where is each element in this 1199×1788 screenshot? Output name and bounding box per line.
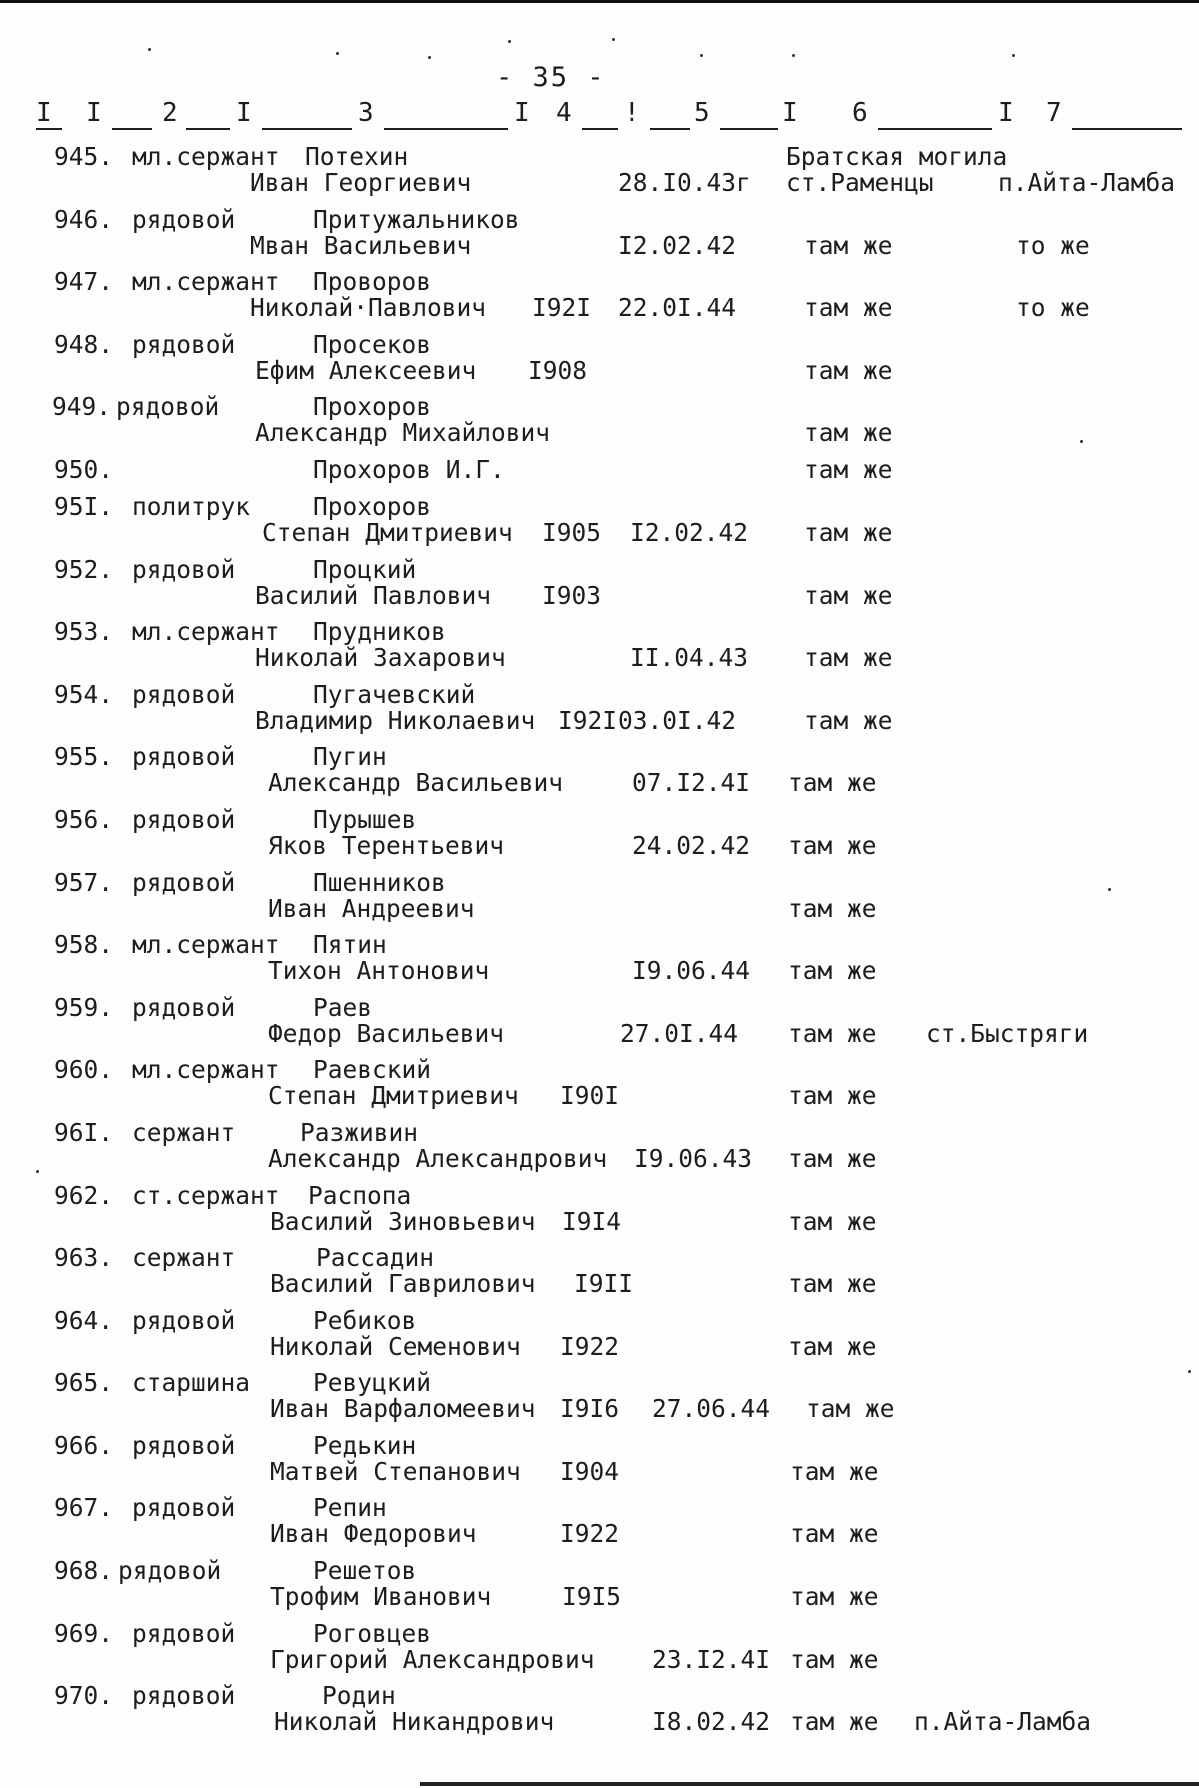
- rank: рядовой: [132, 1430, 236, 1460]
- list-item: [0, 993, 1199, 1056]
- rank: мл.сержант: [132, 142, 280, 171]
- surname: Прохоров И.Г.: [313, 454, 505, 484]
- given-names: Ефим Алексеевич: [255, 355, 477, 385]
- list-item: [0, 742, 1199, 805]
- list-item: [0, 267, 1199, 330]
- surname: Решетов: [313, 1556, 417, 1586]
- column-header-3: 3: [358, 98, 374, 128]
- list-item: [0, 1181, 1199, 1244]
- column-header-divider: I: [998, 98, 1014, 128]
- header-dash: [1072, 128, 1182, 130]
- rank: рядовой: [132, 742, 236, 772]
- rank: рядовой: [132, 804, 236, 834]
- given-names: Яков Терентьевич: [268, 830, 505, 860]
- burial-place: там же: [790, 1644, 879, 1674]
- scan-speck: [1080, 440, 1083, 443]
- burial-place: там же: [804, 517, 893, 547]
- entry-number: 948.: [54, 329, 114, 359]
- rank: рядовой: [132, 1493, 236, 1523]
- rank: сержант: [132, 1117, 236, 1147]
- birth-year: I9I5: [562, 1582, 622, 1612]
- rank: рядовой: [132, 1305, 236, 1335]
- surname: Пшенников: [313, 867, 446, 897]
- surname: Репин: [313, 1493, 387, 1523]
- header-dash: [720, 128, 778, 130]
- rank: мл.сержант: [132, 1055, 280, 1085]
- surname: Пугин: [313, 742, 387, 772]
- burial-place: там же: [788, 830, 877, 860]
- burial-place: ст.Раменцы: [786, 168, 934, 197]
- death-date: I9.06.43: [634, 1143, 753, 1173]
- list-item: [0, 492, 1199, 555]
- list-item: [0, 1556, 1199, 1619]
- list-item: [0, 1431, 1199, 1494]
- scan-speck: [148, 48, 151, 51]
- burial-place: там же: [806, 1394, 895, 1424]
- burial-place: там же: [788, 1018, 877, 1048]
- given-names: Александр Михайлович: [255, 418, 551, 448]
- death-date: 24.02.42: [632, 830, 751, 860]
- burial-place: там же: [788, 1206, 877, 1236]
- column-header-5: 5: [694, 98, 710, 128]
- header-dash: [582, 128, 618, 130]
- burial-place: там же: [804, 230, 893, 260]
- surname: Прудников: [313, 617, 446, 647]
- entry-number: 968.: [54, 1556, 114, 1586]
- entry-number: 945.: [54, 142, 114, 171]
- rank: рядовой: [132, 329, 236, 359]
- entry-number: 967.: [54, 1493, 114, 1523]
- place-header: Братская могила: [786, 142, 1008, 171]
- burial-place: там же: [788, 1143, 877, 1173]
- header-dash: [262, 128, 352, 130]
- entry-number: 947.: [54, 267, 114, 297]
- surname: Пятин: [313, 930, 387, 960]
- birth-year: I9I6: [560, 1394, 620, 1424]
- birth-year: I92I: [558, 705, 618, 735]
- birth-year: I90I: [560, 1081, 620, 1111]
- header-dash: [112, 128, 152, 130]
- given-names: Василий Гаврилович: [270, 1269, 536, 1299]
- given-names: Тихон Антонович: [268, 956, 490, 986]
- birth-year: I9II: [574, 1269, 634, 1299]
- burial-place: там же: [790, 1519, 879, 1549]
- scan-speck: [792, 54, 795, 57]
- burial-place: там же: [804, 418, 893, 448]
- entry-number: 952.: [54, 554, 114, 584]
- rank: рядовой: [132, 1618, 236, 1648]
- page-number: - 35 -: [496, 62, 606, 93]
- list-item: [0, 1118, 1199, 1181]
- scan-speck: [700, 54, 703, 57]
- scan-speck: [428, 56, 431, 59]
- column-header-divider: I: [236, 98, 252, 128]
- surname: Прохоров: [313, 392, 432, 422]
- entry-number: 963.: [54, 1243, 114, 1273]
- burial-place: там же: [790, 1582, 879, 1612]
- header-dash: [186, 128, 230, 130]
- burial-list: [0, 142, 1199, 1744]
- column-header-7: 7: [1046, 98, 1062, 128]
- burial-place: там же: [804, 643, 893, 673]
- death-date: I2.02.42: [630, 517, 749, 547]
- burial-place: там же: [788, 768, 877, 798]
- given-names: Григорий Александрович: [270, 1644, 595, 1674]
- given-names: Матвей Степанович: [270, 1456, 521, 1486]
- rank: старшина: [132, 1368, 251, 1398]
- column-header-row: [36, 98, 1186, 138]
- death-date: 28.I0.43г: [618, 168, 751, 197]
- scan-speck: [612, 38, 615, 41]
- entry-number: 955.: [54, 742, 114, 772]
- rank: мл.сержант: [132, 930, 280, 960]
- header-dash: [878, 128, 992, 130]
- header-dash: [384, 128, 508, 130]
- burial-place: там же: [788, 956, 877, 986]
- rank: политрук: [132, 491, 251, 521]
- burial-place: там же: [804, 454, 893, 484]
- given-names: Иван Федорович: [270, 1519, 477, 1549]
- death-date: II.04.43: [630, 643, 749, 673]
- list-item: [0, 930, 1199, 993]
- death-date: I8.02.42: [652, 1707, 771, 1737]
- column-header-divider: I: [36, 98, 52, 128]
- header-dash: [36, 128, 62, 130]
- death-date: 27.06.44: [652, 1394, 771, 1424]
- given-names: Николай Никандрович: [274, 1707, 555, 1737]
- given-names: Николай Семенович: [270, 1331, 521, 1361]
- entry-number: 965.: [54, 1368, 114, 1398]
- surname: Процкий: [313, 554, 417, 584]
- given-names: Василий Зиновьевич: [270, 1206, 536, 1236]
- entry-number: 953.: [54, 617, 114, 647]
- bottom-edge-line: [420, 1782, 1199, 1786]
- entry-number: 954.: [54, 679, 114, 709]
- scan-speck: [1012, 54, 1015, 57]
- rank: рядовой: [132, 992, 236, 1022]
- list-item: [0, 868, 1199, 931]
- column-header-divider: I: [86, 98, 102, 128]
- given-names: Василий Павлович: [255, 580, 492, 610]
- birth-year: I905: [542, 517, 602, 547]
- death-date: I2.02.42: [618, 230, 737, 260]
- list-item: [0, 1368, 1199, 1431]
- header-dash: [650, 128, 690, 130]
- entry-number: 966.: [54, 1430, 114, 1460]
- surname: Редькин: [313, 1430, 417, 1460]
- list-item: [0, 392, 1199, 455]
- entry-number: 95I.: [54, 491, 114, 521]
- given-names: Федор Васильевич: [268, 1018, 505, 1048]
- column-header-divider: I: [514, 98, 530, 128]
- birth-year: I922: [560, 1331, 620, 1361]
- burial-place: там же: [788, 1081, 877, 1111]
- entry-number: 949.: [52, 392, 112, 422]
- list-item: [0, 330, 1199, 393]
- surname: Проворов: [313, 267, 432, 297]
- given-names: Иван Георгиевич: [250, 168, 472, 197]
- rank: рядовой: [132, 867, 236, 897]
- burial-place: там же: [788, 893, 877, 923]
- death-date: 03.0I.42: [618, 705, 737, 735]
- scan-speck: [36, 1170, 39, 1173]
- locality: п.Айта-Ламба: [998, 168, 1176, 197]
- given-names: Николай·Павлович: [250, 293, 487, 323]
- list-item: [0, 805, 1199, 868]
- given-names: Мван Васильевич: [250, 230, 472, 260]
- birth-year: I908: [528, 355, 588, 385]
- surname: Рассадин: [316, 1243, 435, 1273]
- entry-number: 969.: [54, 1618, 114, 1648]
- entry-number: 962.: [54, 1180, 114, 1210]
- locality: п.Айта-Ламба: [914, 1707, 1092, 1737]
- column-header-4: 4: [556, 98, 572, 128]
- birth-year: I904: [560, 1456, 620, 1486]
- list-item: [0, 1619, 1199, 1682]
- column-header-2: 2: [162, 98, 178, 128]
- surname: Ревуцкий: [313, 1368, 432, 1398]
- given-names: Николай Захарович: [255, 643, 506, 673]
- list-item: [0, 617, 1199, 680]
- surname: Просеков: [313, 329, 432, 359]
- burial-place: там же: [790, 1707, 879, 1737]
- rank: рядовой: [118, 1556, 222, 1586]
- entry-number: 956.: [54, 804, 114, 834]
- rank: рядовой: [132, 679, 236, 709]
- entry-number: 959.: [54, 992, 114, 1022]
- scan-speck: [508, 40, 511, 43]
- burial-place: там же: [804, 580, 893, 610]
- surname: Родин: [322, 1681, 396, 1711]
- burial-place: там же: [804, 355, 893, 385]
- list-item: [0, 142, 1199, 205]
- rank: мл.сержант: [132, 617, 280, 647]
- entry-number: 957.: [54, 867, 114, 897]
- given-names: Трофим Иванович: [270, 1582, 492, 1612]
- rank: рядовой: [116, 392, 220, 422]
- given-names: Александр Александрович: [268, 1143, 608, 1173]
- rank: рядовой: [132, 554, 236, 584]
- birth-year: I903: [542, 580, 602, 610]
- locality: то же: [1016, 230, 1090, 260]
- surname: Распопа: [308, 1180, 412, 1210]
- surname: Пугачевский: [313, 679, 476, 709]
- death-date: 22.0I.44: [618, 293, 737, 323]
- death-date: 27.0I.44: [620, 1018, 739, 1048]
- locality: ст.Быстряги: [926, 1018, 1089, 1048]
- surname: Потехин: [305, 142, 409, 171]
- surname: Прохоров: [313, 491, 432, 521]
- entry-number: 96I.: [54, 1117, 114, 1147]
- column-header-divider: !: [624, 98, 640, 128]
- burial-place: там же: [790, 1456, 879, 1486]
- birth-year: I9I4: [562, 1206, 622, 1236]
- entry-number: 964.: [54, 1305, 114, 1335]
- burial-place: там же: [788, 1331, 877, 1361]
- list-item: [0, 1681, 1199, 1744]
- scan-speck: [1188, 1370, 1191, 1373]
- list-item: [0, 1055, 1199, 1118]
- given-names: Степан Дмитриевич: [262, 517, 513, 547]
- given-names: Иван Андреевич: [268, 893, 475, 923]
- list-item: [0, 1243, 1199, 1306]
- death-date: 07.I2.4I: [632, 768, 751, 798]
- death-date: I9.06.44: [632, 956, 751, 986]
- surname: Притужальников: [313, 204, 520, 234]
- top-edge-line: [0, 0, 1199, 3]
- scan-speck: [336, 52, 339, 55]
- burial-place: там же: [788, 1269, 877, 1299]
- rank: ст.сержант: [132, 1180, 280, 1210]
- list-item: [0, 1306, 1199, 1369]
- surname: Раев: [313, 992, 373, 1022]
- burial-place: там же: [804, 293, 893, 323]
- given-names: Иван Варфаломеевич: [270, 1394, 536, 1424]
- surname: Пурышев: [313, 804, 417, 834]
- given-names: Владимир Николаевич: [255, 705, 536, 735]
- list-item: [0, 1493, 1199, 1556]
- entry-number: 970.: [54, 1681, 114, 1711]
- list-item: [0, 455, 1199, 492]
- locality: то же: [1016, 293, 1090, 323]
- column-header-6: 6: [852, 98, 868, 128]
- death-date: 23.I2.4I: [652, 1644, 771, 1674]
- scan-speck: [1108, 888, 1111, 891]
- entry-number: 950.: [54, 454, 114, 484]
- list-item: [0, 205, 1199, 268]
- entry-number: 960.: [54, 1055, 114, 1085]
- rank: мл.сержант: [132, 267, 280, 297]
- given-names: Степан Дмитриевич: [268, 1081, 519, 1111]
- birth-year: I92I: [532, 293, 592, 323]
- rank: рядовой: [132, 204, 236, 234]
- rank: сержант: [132, 1243, 236, 1273]
- column-header-divider: I: [782, 98, 798, 128]
- entry-number: 958.: [54, 930, 114, 960]
- list-item: [0, 680, 1199, 743]
- burial-place: там же: [804, 705, 893, 735]
- surname: Разживин: [300, 1117, 419, 1147]
- entry-number: 946.: [54, 204, 114, 234]
- surname: Роговцев: [313, 1618, 432, 1648]
- list-item: [0, 555, 1199, 618]
- rank: рядовой: [132, 1681, 236, 1711]
- surname: Раевский: [313, 1055, 432, 1085]
- surname: Ребиков: [313, 1305, 417, 1335]
- birth-year: I922: [560, 1519, 620, 1549]
- given-names: Александр Васильевич: [268, 768, 564, 798]
